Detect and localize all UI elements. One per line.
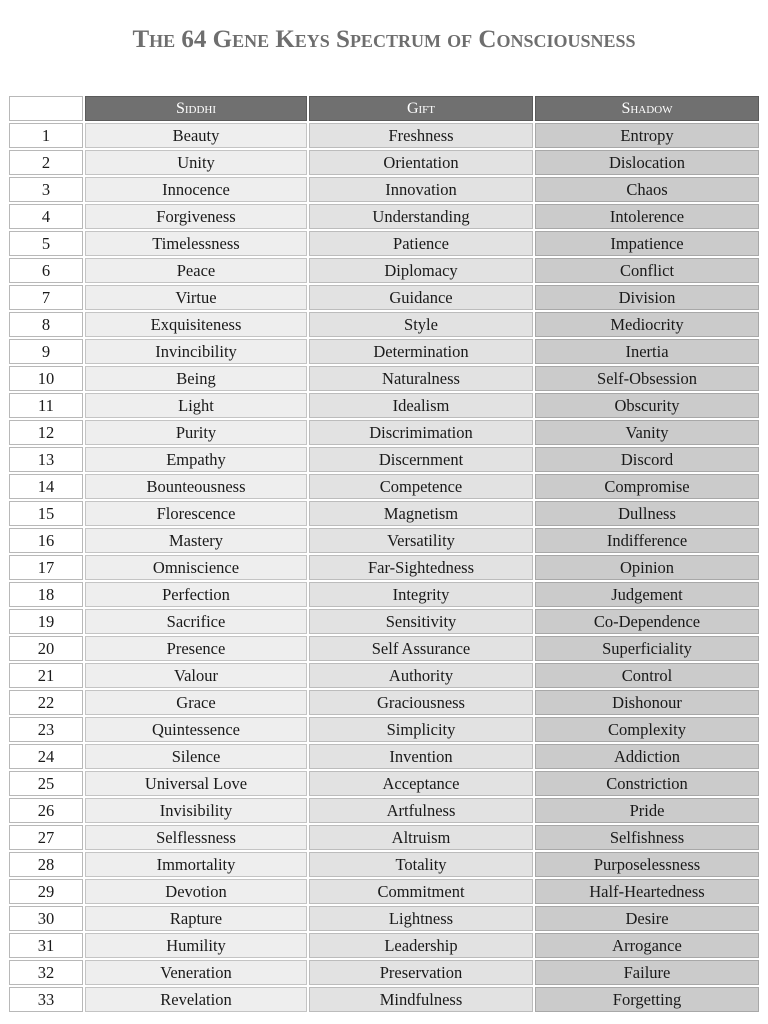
gift-cell: Artfulness [309,798,533,823]
siddhi-cell: Empathy [85,447,307,472]
gift-cell: Self Assurance [309,636,533,661]
gene-key-number: 28 [9,852,83,877]
shadow-cell: Mediocrity [535,312,759,337]
gift-cell: Commitment [309,879,533,904]
gift-cell: Leadership [309,933,533,958]
siddhi-cell: Sacrifice [85,609,307,634]
shadow-cell: Dullness [535,501,759,526]
shadow-cell: Intolerence [535,204,759,229]
table-row [9,771,759,796]
gift-cell: Integrity [309,582,533,607]
siddhi-cell: Grace [85,690,307,715]
shadow-cell: Desire [535,906,759,931]
table-row [9,177,759,202]
gene-key-number: 9 [9,339,83,364]
gene-key-number: 2 [9,150,83,175]
gift-cell: Sensitivity [309,609,533,634]
table-row [9,798,759,823]
shadow-cell: Compromise [535,474,759,499]
table-header-row [9,96,759,121]
spectrum-table [7,94,761,1014]
gene-key-number: 10 [9,366,83,391]
gift-cell: Preservation [309,960,533,985]
table-row [9,609,759,634]
gene-key-number: 15 [9,501,83,526]
gene-key-number: 13 [9,447,83,472]
siddhi-cell: Light [85,393,307,418]
table-row [9,420,759,445]
gene-key-number: 7 [9,285,83,310]
table-row [9,933,759,958]
siddhi-cell: Bounteousness [85,474,307,499]
gift-cell: Totality [309,852,533,877]
shadow-cell: Discord [535,447,759,472]
shadow-cell: Conflict [535,258,759,283]
shadow-cell: Chaos [535,177,759,202]
siddhi-cell: Virtue [85,285,307,310]
gene-key-number: 3 [9,177,83,202]
table-row [9,366,759,391]
table-row [9,501,759,526]
table-row [9,960,759,985]
gene-key-number: 20 [9,636,83,661]
gene-key-number: 6 [9,258,83,283]
gift-column-header: Gift [309,96,533,121]
gift-cell: Naturalness [309,366,533,391]
gift-cell: Understanding [309,204,533,229]
table-row [9,258,759,283]
gene-key-number: 27 [9,825,83,850]
gene-key-number: 4 [9,204,83,229]
shadow-cell: Complexity [535,717,759,742]
table-row [9,582,759,607]
siddhi-cell: Revelation [85,987,307,1012]
gene-key-number: 29 [9,879,83,904]
gene-key-number: 8 [9,312,83,337]
table-row [9,528,759,553]
table-row [9,339,759,364]
gift-cell: Diplomacy [309,258,533,283]
siddhi-cell: Silence [85,744,307,769]
siddhi-cell: Unity [85,150,307,175]
gene-key-number: 33 [9,987,83,1012]
gene-key-number: 14 [9,474,83,499]
shadow-cell: Pride [535,798,759,823]
shadow-cell: Dislocation [535,150,759,175]
gene-key-number: 17 [9,555,83,580]
gene-key-number: 32 [9,960,83,985]
table-row [9,987,759,1012]
gift-cell: Idealism [309,393,533,418]
gift-cell: Guidance [309,285,533,310]
table-row [9,663,759,688]
siddhi-column-header: Siddhi [85,96,307,121]
gift-cell: Simplicity [309,717,533,742]
table-row [9,825,759,850]
table-row [9,150,759,175]
gift-cell: Altruism [309,825,533,850]
shadow-cell: Impatience [535,231,759,256]
number-column-header [9,96,83,121]
page-title: The 64 Gene Keys Spectrum of Consciousness [132,25,636,53]
siddhi-cell: Immortality [85,852,307,877]
shadow-cell: Superficiality [535,636,759,661]
siddhi-cell: Universal Love [85,771,307,796]
siddhi-cell: Invincibility [85,339,307,364]
siddhi-cell: Rapture [85,906,307,931]
gift-cell: Competence [309,474,533,499]
table-row [9,906,759,931]
siddhi-cell: Presence [85,636,307,661]
table-row [9,690,759,715]
gift-cell: Orientation [309,150,533,175]
gene-key-number: 24 [9,744,83,769]
siddhi-cell: Purity [85,420,307,445]
gift-cell: Graciousness [309,690,533,715]
gene-key-number: 23 [9,717,83,742]
shadow-cell: Division [535,285,759,310]
shadow-cell: Dishonour [535,690,759,715]
gene-key-number: 19 [9,609,83,634]
siddhi-cell: Invisibility [85,798,307,823]
shadow-cell: Forgetting [535,987,759,1012]
gift-cell: Innovation [309,177,533,202]
gene-key-number: 21 [9,663,83,688]
siddhi-cell: Devotion [85,879,307,904]
shadow-cell: Vanity [535,420,759,445]
table-row [9,636,759,661]
table-row [9,474,759,499]
gift-cell: Discrimimation [309,420,533,445]
table-row [9,123,759,148]
shadow-cell: Arrogance [535,933,759,958]
table-row [9,447,759,472]
siddhi-cell: Valour [85,663,307,688]
table-row [9,555,759,580]
table-row [9,744,759,769]
shadow-cell: Entropy [535,123,759,148]
shadow-cell: Constriction [535,771,759,796]
table-row [9,717,759,742]
siddhi-cell: Innocence [85,177,307,202]
gift-cell: Versatility [309,528,533,553]
shadow-cell: Opinion [535,555,759,580]
gene-key-number: 16 [9,528,83,553]
siddhi-cell: Veneration [85,960,307,985]
siddhi-cell: Humility [85,933,307,958]
gift-cell: Magnetism [309,501,533,526]
shadow-cell: Self-Obsession [535,366,759,391]
gene-key-number: 11 [9,393,83,418]
shadow-cell: Co-Dependence [535,609,759,634]
table-row [9,393,759,418]
table-row [9,204,759,229]
gene-key-number: 1 [9,123,83,148]
gene-key-number: 30 [9,906,83,931]
siddhi-cell: Peace [85,258,307,283]
table-row [9,285,759,310]
shadow-cell: Inertia [535,339,759,364]
siddhi-cell: Selflessness [85,825,307,850]
gift-cell: Freshness [309,123,533,148]
gift-cell: Mindfulness [309,987,533,1012]
siddhi-cell: Florescence [85,501,307,526]
table-body [9,123,759,1012]
gift-cell: Style [309,312,533,337]
siddhi-cell: Omniscience [85,555,307,580]
shadow-cell: Selfishness [535,825,759,850]
gift-cell: Lightness [309,906,533,931]
shadow-cell: Obscurity [535,393,759,418]
gift-cell: Far-Sightedness [309,555,533,580]
siddhi-cell: Mastery [85,528,307,553]
shadow-cell: Purposelessness [535,852,759,877]
gift-cell: Invention [309,744,533,769]
shadow-cell: Control [535,663,759,688]
siddhi-cell: Timelessness [85,231,307,256]
siddhi-cell: Perfection [85,582,307,607]
gene-key-number: 25 [9,771,83,796]
siddhi-cell: Being [85,366,307,391]
gene-key-number: 5 [9,231,83,256]
table-row [9,852,759,877]
siddhi-cell: Forgiveness [85,204,307,229]
gift-cell: Determination [309,339,533,364]
siddhi-cell: Quintessence [85,717,307,742]
gift-cell: Acceptance [309,771,533,796]
table-row [9,231,759,256]
siddhi-cell: Beauty [85,123,307,148]
siddhi-cell: Exquisiteness [85,312,307,337]
shadow-cell: Addiction [535,744,759,769]
shadow-column-header: Shadow [535,96,759,121]
gene-key-number: 22 [9,690,83,715]
gene-key-number: 18 [9,582,83,607]
gift-cell: Patience [309,231,533,256]
shadow-cell: Failure [535,960,759,985]
gift-cell: Discernment [309,447,533,472]
shadow-cell: Judgement [535,582,759,607]
gene-key-number: 31 [9,933,83,958]
gift-cell: Authority [309,663,533,688]
table-row [9,312,759,337]
shadow-cell: Half-Heartedness [535,879,759,904]
gene-key-number: 26 [9,798,83,823]
shadow-cell: Indifference [535,528,759,553]
table-row [9,879,759,904]
gene-key-number: 12 [9,420,83,445]
